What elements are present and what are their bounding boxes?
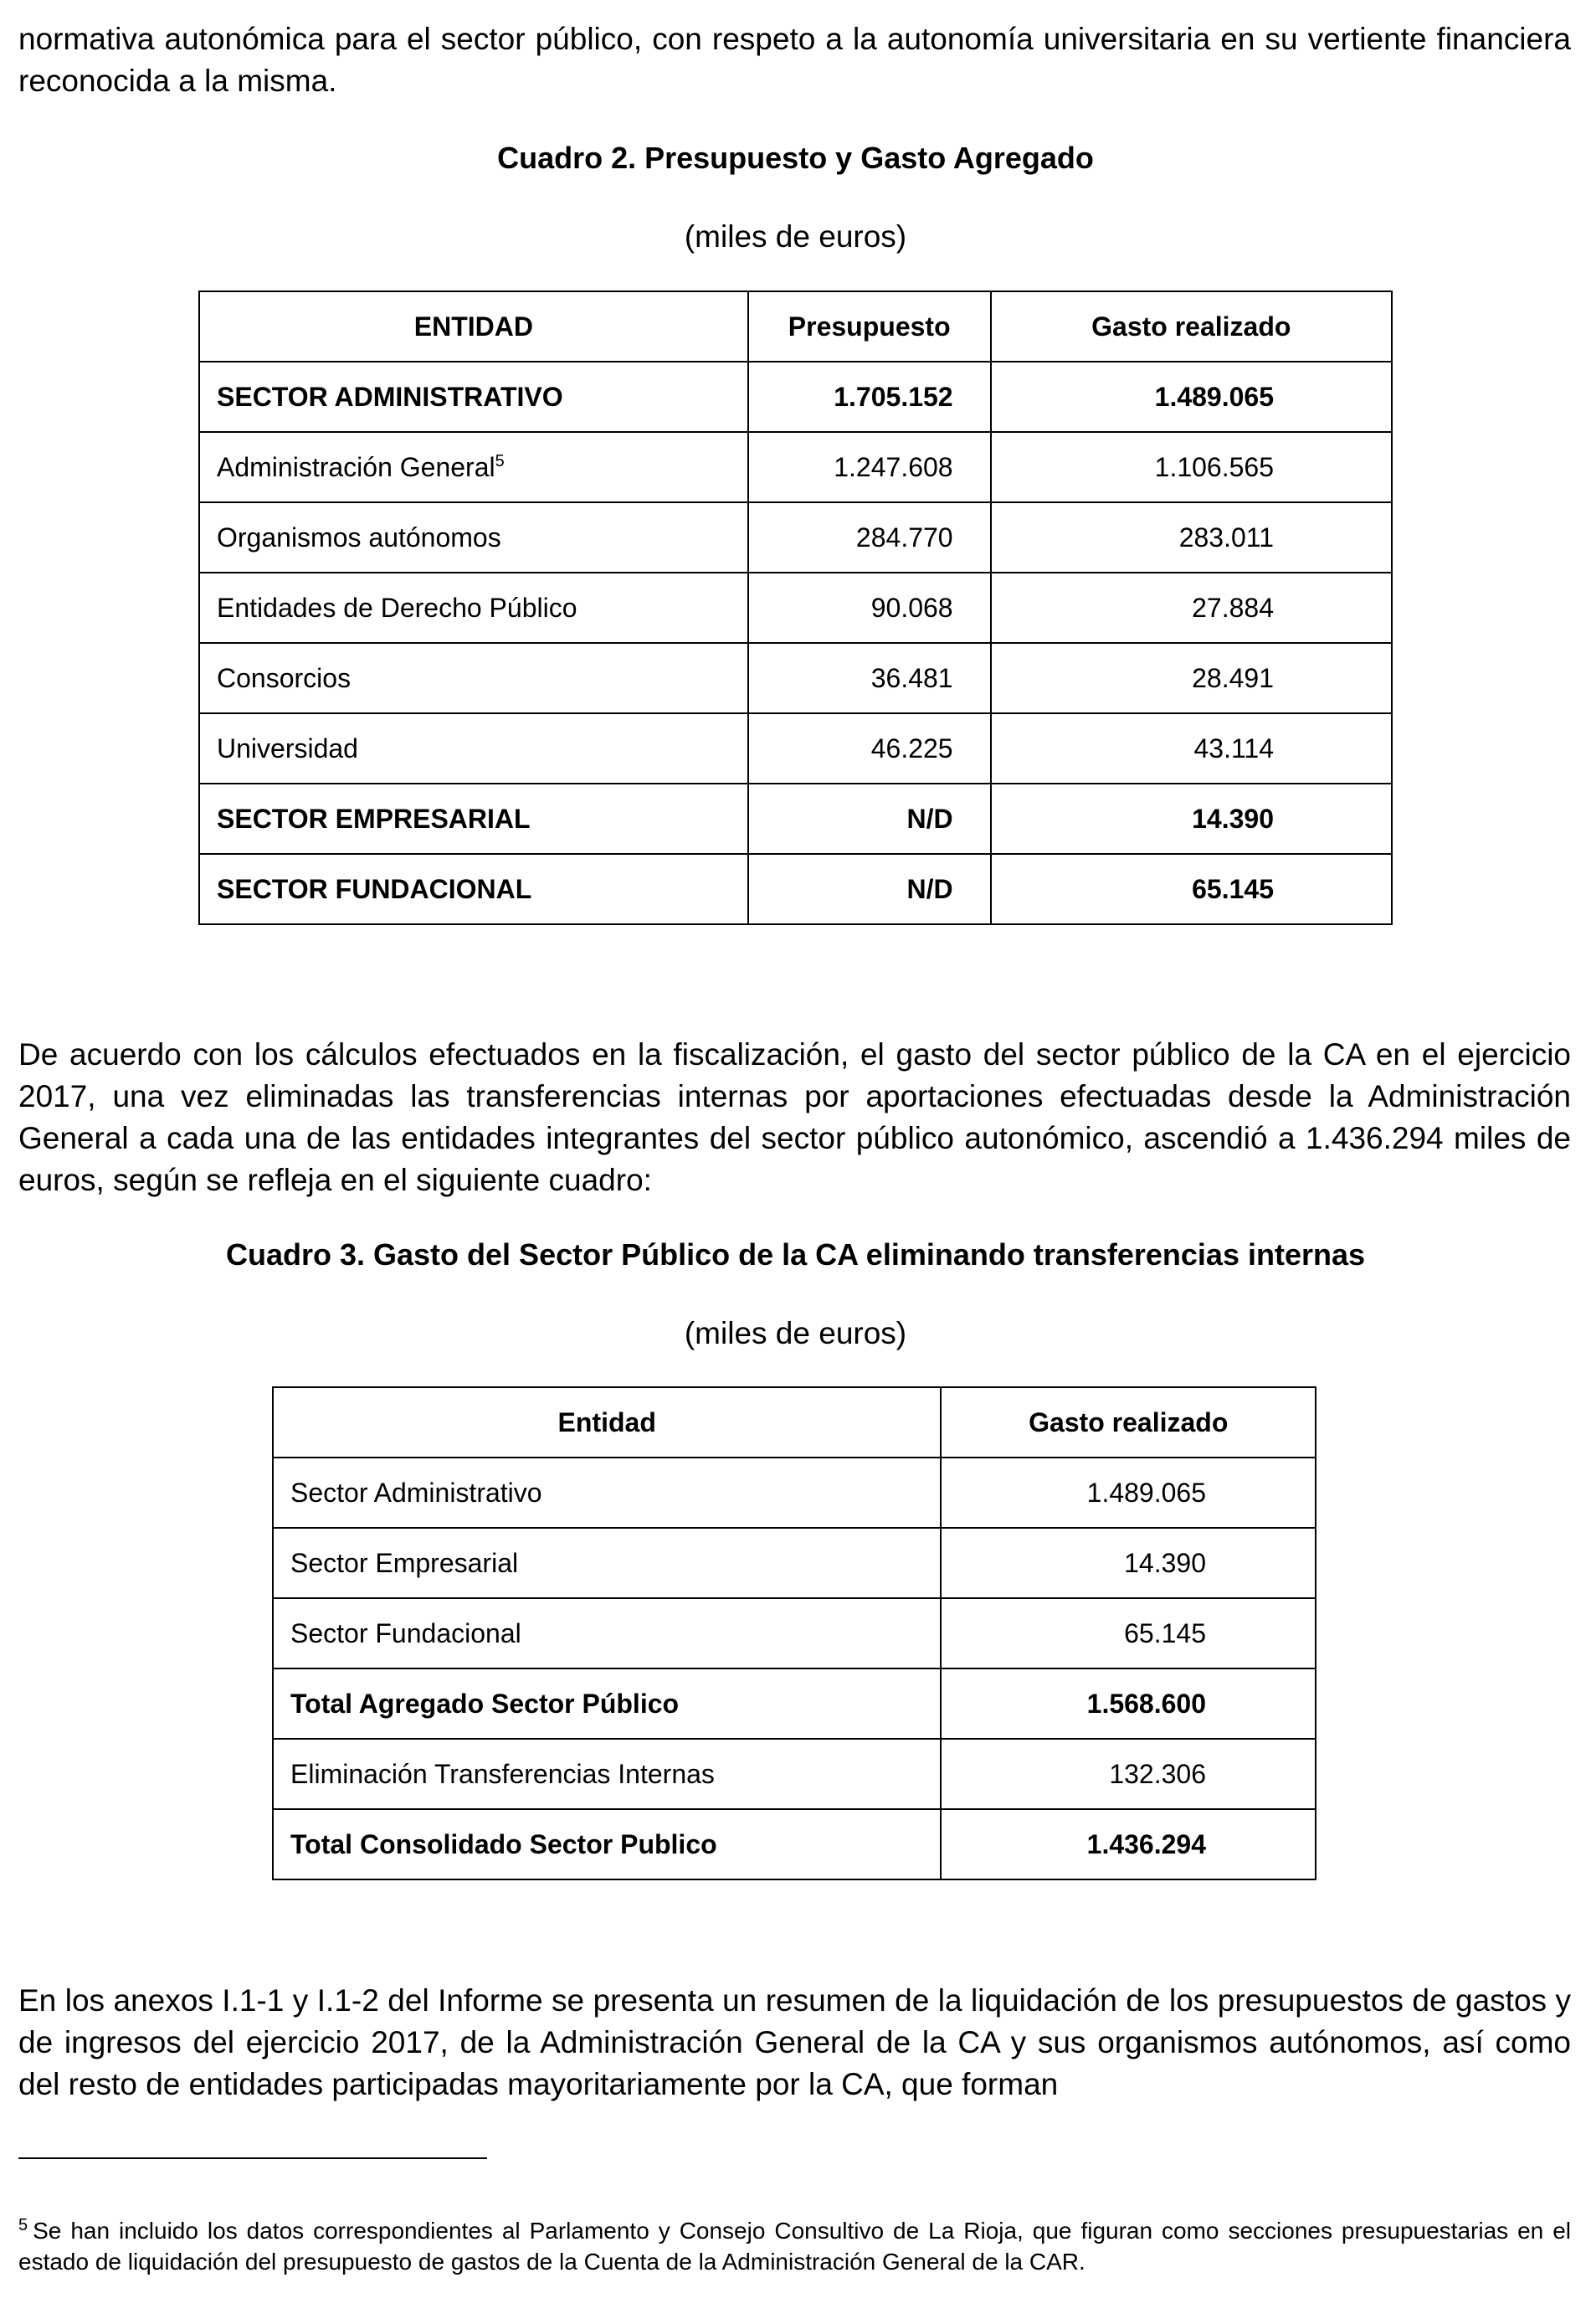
- entidad-cell: [199, 362, 748, 432]
- column-header-presupuesto: Presupuesto: [748, 291, 991, 362]
- entidad-cell: [199, 573, 748, 643]
- column-header-gasto: Gasto realizado: [991, 291, 1392, 362]
- gasto-cell: 14.390: [991, 784, 1392, 854]
- intro-paragraph: normativa autonómica para el sector público, con respeto a la autonomía universitaria en su vertiente financiera reconocida a la misma.: [18, 22, 1571, 98]
- table-row: [273, 1739, 1316, 1809]
- closing-paragraph: En los anexos I.1-1 y I.1-2 del Informe se presenta un resumen de la liquidación de los presupuestos de gastos y de ingresos del ejercicio 2017, de la Administración General de la CA y sus organismos autónomos, así como del resto de entidades participadas mayoritariamente por la CA, que forman: [18, 1983, 1571, 2101]
- cuadro3-table: [272, 1386, 1316, 1880]
- entidad-label: Consorcios: [217, 662, 352, 693]
- table-row: [199, 502, 1392, 573]
- table-row: [273, 1528, 1316, 1598]
- gasto-cell: 1.106.565: [991, 432, 1392, 502]
- entidad-cell: Eliminación Transferencias Internas: [273, 1739, 941, 1809]
- table-row: [199, 713, 1392, 784]
- table-row: [199, 854, 1392, 924]
- entidad-cell: Total Consolidado Sector Publico: [273, 1809, 941, 1879]
- gasto-cell: 283.011: [991, 502, 1392, 573]
- column-header-entidad: ENTIDAD: [199, 291, 748, 362]
- gasto-cell: 1.489.065: [991, 362, 1392, 432]
- entidad-cell: [199, 432, 748, 502]
- cuadro3-units: (miles de euros): [684, 1316, 907, 1350]
- entidad-cell: Total Agregado Sector Público: [273, 1668, 941, 1739]
- entidad-label: Organismos autónomos: [217, 522, 501, 553]
- footnote-marker: 5: [18, 2216, 28, 2234]
- entidad-label: Universidad: [217, 733, 358, 764]
- table-header-row: [199, 291, 1392, 362]
- gasto-cell: 132.306: [941, 1739, 1316, 1809]
- gasto-cell: 65.145: [941, 1598, 1316, 1668]
- table-row: [273, 1809, 1316, 1879]
- entidad-cell: Sector Administrativo: [273, 1458, 941, 1528]
- entidad-cell: [199, 854, 748, 924]
- footnote: [18, 2210, 1571, 2277]
- table-row: [199, 432, 1392, 502]
- gasto-cell: 1.568.600: [941, 1668, 1316, 1739]
- table-row: [199, 784, 1392, 854]
- entidad-label: Entidades de Derecho Público: [217, 592, 577, 623]
- presupuesto-cell: 1.705.152: [748, 362, 991, 432]
- footnote-text: Se han incluido los datos correspondientes al Parlamento y Consejo Consultivo de La Rioja, que figuran como secciones presupuestarias en el estado de liquidación del presupuesto de gastos de la Cuenta de la Administración General de la CAR.: [18, 2218, 1571, 2275]
- cuadro2-table: [198, 290, 1393, 925]
- entidad-cell: [199, 643, 748, 713]
- gasto-cell: 43.114: [991, 713, 1392, 784]
- entidad-cell: [199, 713, 748, 784]
- middle-paragraph: De acuerdo con los cálculos efectuados en la fiscalización, el gasto del sector público de la CA en el ejercicio 2017, una vez eliminadas las transferencias internas por aportaciones efectuadas desde la Administración General a cada una de las entidades integrantes del sector público autonómico, ascendió a 1.436.294 miles de euros, según se refleja en el siguiente cuadro:: [18, 1037, 1571, 1197]
- gasto-cell: 1.436.294: [941, 1809, 1316, 1879]
- cuadro2-units: (miles de euros): [684, 219, 907, 254]
- presupuesto-cell: N/D: [748, 784, 991, 854]
- table-header-row: [273, 1387, 1316, 1458]
- entidad-label: SECTOR ADMINISTRATIVO: [217, 381, 563, 412]
- presupuesto-cell: 90.068: [748, 573, 991, 643]
- column-header-gasto: Gasto realizado: [941, 1387, 1316, 1458]
- table-row: [199, 362, 1392, 432]
- gasto-cell: 14.390: [941, 1528, 1316, 1598]
- cuadro3-title: Cuadro 3. Gasto del Sector Público de la CA eliminando transferencias internas: [225, 1237, 1366, 1272]
- presupuesto-cell: 1.247.608: [748, 432, 991, 502]
- gasto-cell: 27.884: [991, 573, 1392, 643]
- table-row: [199, 643, 1392, 713]
- presupuesto-cell: 36.481: [748, 643, 991, 713]
- presupuesto-cell: N/D: [748, 854, 991, 924]
- table-row: [273, 1598, 1316, 1668]
- entidad-cell: Sector Fundacional: [273, 1598, 941, 1668]
- presupuesto-cell: 46.225: [748, 713, 991, 784]
- table-row: [273, 1458, 1316, 1528]
- entidad-cell: Sector Empresarial: [273, 1528, 941, 1598]
- gasto-cell: 28.491: [991, 643, 1392, 713]
- entidad-cell: [199, 784, 748, 854]
- gasto-cell: 1.489.065: [941, 1458, 1316, 1528]
- footnote-reference: 5: [495, 451, 505, 470]
- entidad-label: SECTOR FUNDACIONAL: [217, 873, 532, 904]
- entidad-label: SECTOR EMPRESARIAL: [217, 803, 531, 834]
- entidad-label: Administración General: [217, 451, 495, 482]
- column-header-entidad: Entidad: [273, 1387, 941, 1458]
- footnote-divider: [18, 2157, 487, 2159]
- entidad-cell: [199, 502, 748, 573]
- table-row: [199, 573, 1392, 643]
- table-row: [273, 1668, 1316, 1739]
- presupuesto-cell: 284.770: [748, 502, 991, 573]
- cuadro2-title: Cuadro 2. Presupuesto y Gasto Agregado: [497, 141, 1094, 175]
- gasto-cell: 65.145: [991, 854, 1392, 924]
